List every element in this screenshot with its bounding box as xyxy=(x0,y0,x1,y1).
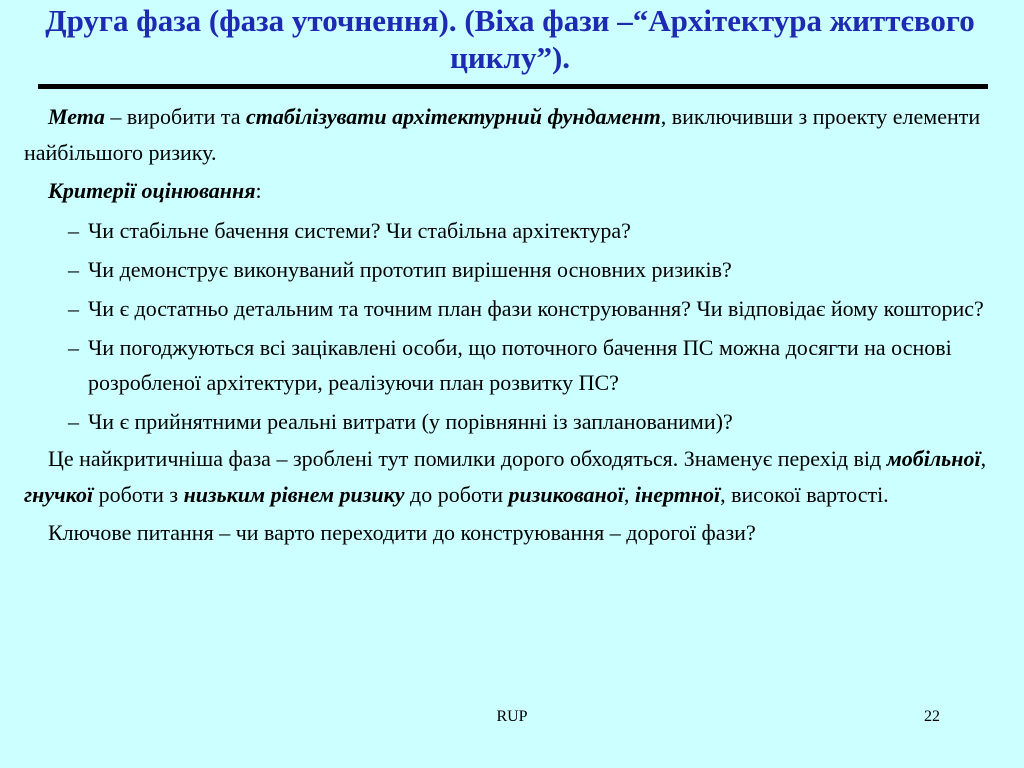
page-number: 22 xyxy=(924,708,940,725)
criteria-item-text: Чи є достатньо детальним та точним план фази конструювання? Чи відповідає йому кошторис? xyxy=(88,296,984,321)
critical-text: роботи з xyxy=(93,482,184,507)
bullet-dash: – xyxy=(68,296,79,321)
criteria-item xyxy=(24,291,999,326)
bullet-dash: – xyxy=(68,218,79,243)
goal-label: Мета xyxy=(48,104,105,129)
slide-title: Друга фаза (фаза уточнення). (Віха фази –“Архітектура життєвого циклу”). xyxy=(45,3,975,75)
goal-text-2: , виключивши з проекту елементи найбільшого ризику. xyxy=(24,104,981,165)
critical-text: до роботи xyxy=(404,482,509,507)
emphasis-risky: ризикованої xyxy=(508,482,624,507)
criteria-item xyxy=(24,252,999,287)
critical-text: , xyxy=(623,482,635,507)
emphasis-low-risk: низьким рівнем ризику xyxy=(183,482,405,507)
goal-text-1: – виробити та xyxy=(104,104,247,129)
emphasis-inert: інертної xyxy=(634,482,721,507)
criteria-heading xyxy=(24,173,999,209)
bullet-dash: – xyxy=(68,257,79,282)
criteria-label: Критерії оцінювання xyxy=(48,178,256,203)
critical-text: , високої вартості. xyxy=(720,482,889,507)
critical-paragraph xyxy=(24,441,999,513)
bullet-dash: – xyxy=(68,335,79,360)
criteria-item xyxy=(24,330,999,400)
slide-body xyxy=(24,99,999,551)
emphasis-mobile: мобільної xyxy=(886,446,981,471)
criteria-item-text: Чи є прийнятними реальні витрати (у порівнянні із запланованими)? xyxy=(88,409,733,434)
criteria-item xyxy=(24,213,999,248)
critical-text: Це найкритичніша фаза – зроблені тут помилки дорого обходяться. Знаменує перехід від xyxy=(48,446,887,471)
goal-paragraph xyxy=(24,99,999,171)
emphasis-flexible: гнучкої xyxy=(24,482,94,507)
goal-emphasis: стабілізувати архітектурний фундамент xyxy=(246,104,661,129)
criteria-colon: : xyxy=(255,178,262,203)
criteria-item-text: Чи демонструє виконуваний прототип вирішення основних ризиків? xyxy=(88,257,732,282)
criteria-item xyxy=(24,404,999,439)
footer-label: RUP xyxy=(496,708,528,725)
bullet-dash: – xyxy=(68,409,79,434)
key-question: Ключове питання – чи варто переходити до конструювання – дорогої фази? xyxy=(48,520,756,545)
criteria-item-text: Чи погоджуються всі зацікавлені особи, що поточного бачення ПС можна досягти на основі розробленої архітектури, реалізуючи план розвитку ПС? xyxy=(88,335,952,395)
criteria-item-text: Чи стабільне бачення системи? Чи стабільна архітектура? xyxy=(88,218,631,243)
title-divider xyxy=(38,84,988,89)
critical-text: , xyxy=(980,446,987,471)
